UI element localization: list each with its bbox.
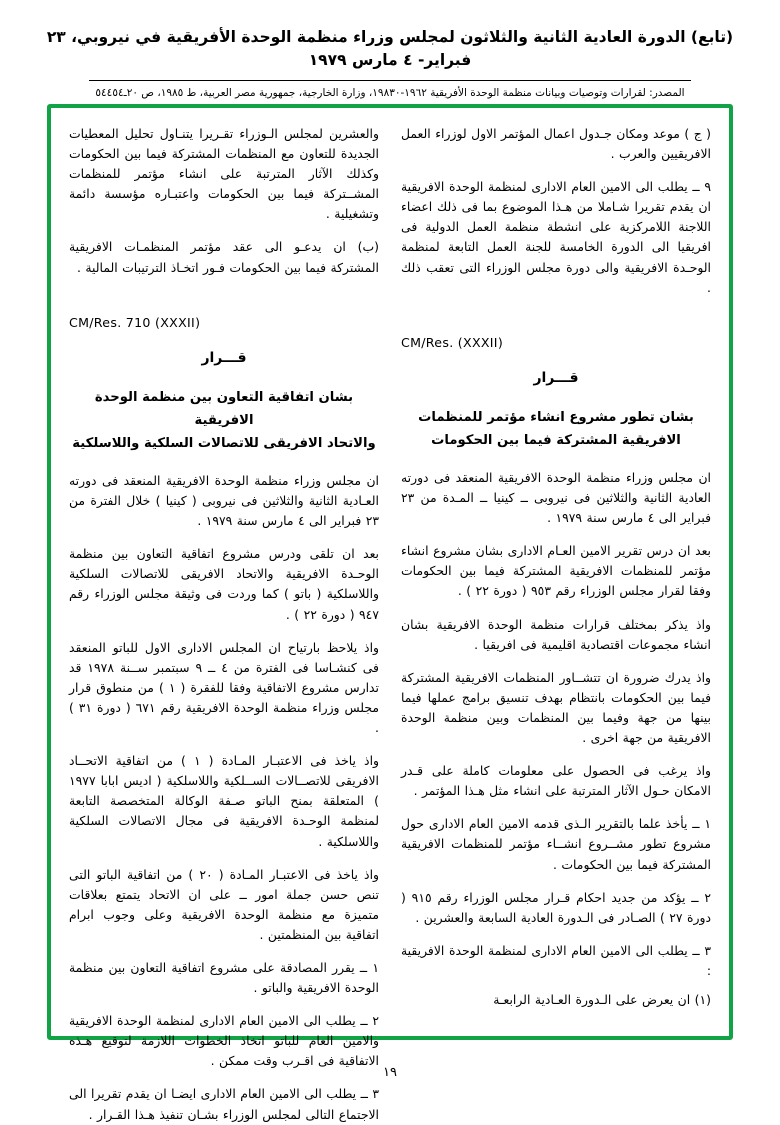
- numbered-paragraph: ٣ ــ يطلب الى الامين العام الادارى ايضـا ان يقدم تقريرا الى الاجتماع التالى لمجلس الوزراء بشـان تنفيذ هـذا القـرار .: [69, 1086, 379, 1122]
- paragraph: واذ يذكر بمختلف قرارات منظمة الوحدة الافريقية بشان انشاء مجموعات اقتصادية اقليمية فى افريقيا .: [401, 616, 711, 652]
- paragraph: واذ يدرك ضرورة ان تتشــاور المنظمات الافريقية المشتركة فيما بين الحكومات بانتظام بهدف تنسيق برامج عملها فيما بينها من جهة وفيما بين المنظمات وبين منظمة الوحدة الافريقية من جهة اخرى .: [401, 669, 711, 746]
- source-note: المصدر: لقرارات وتوصيات وبيانات منظمة الوحدة الأفريقية ١٩٦٢-١٩٨٣٠، وزارة الخارجية، جمهورية مصر العربية، ط ١٩٨٥، ص ٢٠ـ٥٤٤٥٤: [95, 86, 685, 99]
- paragraph: واذ يرغب فى الحصول على معلومات كاملة على قـدر الامكان حـول الآثار المترتبة على انشاء مثل هـذا المؤتمر .: [401, 763, 711, 799]
- paragraph: واذ يلاحظ بارتياح ان المجلس الادارى الاول للباتو المنعقد فى كنشـاسا فى الفترة من ٤ ــ ٩ سبتمبر ســنة ١٩٧٨ قد تدارس مشروع الاتفاقية وفقا للفقرة ( ١ ) من منطوق قرار مجلس وزراء منظمة الوحدة الافريقية رقم ٦٧١ ( دورة ٣١ ) .: [69, 639, 379, 736]
- paragraph: والعشرين لمجلس الـوزراء تقـريرا يتنـاول تحليل المعطيات الجديدة للتعاون مع المنظمات المشتركة فيما بين الحكومات وكذلك الآثار المترتبة على انشاء مؤتمر للمنظمات المشــتركة فيما بين الحكومات واعتبـاره مؤسسة دائمة وتشغيلية .: [69, 126, 379, 222]
- resolution-id: CM/Res. 710 (XXXII): [69, 314, 201, 330]
- content-frame: [47, 104, 733, 1122]
- resolution-subject-line: الافريقية المشتركة فيما بين الحكومات: [431, 432, 681, 448]
- page-number: ١٩: [383, 1065, 397, 1080]
- column-left: [69, 124, 379, 1122]
- spacer: [401, 311, 711, 333]
- sub-item-paragraph: (١) ان يعرض على الـدورة العـادية الرابعـة: [493, 991, 711, 1007]
- paragraph: (ب) ان يدعـو الى عقد مؤتمر المنظمـات الافريقية المشتركة فيما بين الحكومات فـور اتخـاذ الترتيبات المالية .: [69, 239, 379, 275]
- resolution-id: CM/Res. (XXXII): [401, 334, 504, 350]
- paragraph: واذ ياخذ فى الاعتبـار المـادة ( ٢٠ ) من اتفاقية الباتو التى تنص حسن جملة امور ــ على ان الاتحاد يتمتع بعلاقات متميزة مع منظمة الوحدة الافريقية وعلى وجوب ابرام اتفاقية بين المنظمتين .: [69, 866, 379, 942]
- spacer: [69, 291, 379, 313]
- page-title: (تابع) الدورة العادية الثانية والثلاثون لمجلس وزراء منظمة الوحدة الأفريقية في نيروبي، ٢٣ فبراير- ٤ مارس ١٩٧٩: [46, 28, 734, 70]
- resolution-heading: قـــرار: [201, 350, 247, 367]
- paragraph: ان مجلس وزراء منظمة الوحدة الافريقية المنعقد فى دورته العادية الثانية والثلاثين فى نيروبى ــ كينيا ــ المـدة من ٢٣ فبراير الى ٤ مارس سنة ١٩٧٩ .: [401, 470, 711, 526]
- numbered-paragraph: ١ ــ يأخذ علما بالتقرير الـذى قدمه الامين العام الادارى حول مشروع تطور مشــروع انشــاء مؤتمر للمنظمات الافريقية المشتركة فيما بين الحكومات .: [401, 816, 711, 872]
- header-divider: [89, 80, 691, 81]
- resolution-subject-line: بشان اتفاقية التعاون بين منظمة الوحدة الافريقية: [94, 389, 354, 428]
- resolution-subject: [69, 386, 379, 455]
- resolution-subject-line: والاتحاد الافريقى للاتصالات السلكية واللاسلكية: [72, 435, 376, 451]
- paragraph: ٩ ــ يطلب الى الامين العام الادارى لمنظمة الوحدة الافريقية ان يقدم تقريرا شـاملا من هـذا الموضوع بما فى ذلك اعضاء اللاجنة اللامركزية على انشطة منظمة العمل الدولية فى افريقيا الى الدورة الخامسة للجنة العمل التابعة لمنظمة الوحـدة الافريقية والى دورة مجلس الوزراء التى تعقب ذلك .: [401, 179, 711, 295]
- numbered-paragraph: ٢ ــ يؤكد من جديد احكام قـرار مجلس الوزراء رقم ٩١٥ ( دورة ٢٧ ) الصـادر فى الـدورة العادية السابعة والعشرين .: [401, 889, 711, 925]
- paragraph: ان مجلس وزراء منظمة الوحدة الافريقية المنعقد فى دورته العـادية الثانية والثلاثين فى نيروبى ( كينيا ) خلال الفترة من ٢٣ فبراير الى ٤ مارس سنة ١٩٧٩ .: [69, 473, 379, 529]
- paragraph: ( ج ) موعد ومكان جـدول اعمال المؤتمر الاول لوزراء العمل الافريقيين والعرب .: [401, 126, 711, 162]
- numbered-paragraph: ٢ ــ يطلب الى الامين العام الادارى لمنظمة الوحدة الافريقية والامين العام للباتو اتخاذ الخطوات اللازمة لتوقيع هـذه الاتفاقية فى اقـرب وقت ممكن .: [69, 1013, 379, 1069]
- paragraph: بعد ان درس تقرير الامين العـام الادارى بشان مشروع انشاء مؤتمر للمنظمات الافريقية المشتركة فيما بين الحكومات وفقا لقرار مجلس الوزراء رقم ٩٥٣ ( دورة ٢٢ ) .: [401, 543, 711, 599]
- numbered-paragraph: ١ ــ يقرر المصادقة على مشروع اتفاقية التعاون بين منظمة الوحدة الافريقية والباتو .: [69, 959, 379, 996]
- resolution-heading: قـــرار: [533, 370, 579, 387]
- two-column-layout: [51, 108, 729, 1122]
- paragraph: بعد ان تلقى ودرس مشروع اتفاقية التعاون بين منظمة الوحـدة الافريقية والاتحاد الافريقى للاتصالات السلكية واللاسلكية ( باتو ) كما وردت فى وثيقة مجلس الوزراء رقم ٩٤٧ ( دورة ٢٢ ) .: [69, 546, 379, 622]
- page-header: [0, 0, 780, 101]
- numbered-paragraph: ٣ ــ يطلب الى الامين العام الادارى لمنظمة الوحدة الافريقية :: [401, 942, 711, 978]
- column-right: [401, 124, 711, 1026]
- paragraph: واذ ياخذ فى الاعتبـار المـادة ( ١ ) من اتفاقية الاتحــاد الافريقى للاتصــالات الســلكية واللاسلكية ( اديس ابابا ١٩٧٧ ) المتعلقة بمنح الباتو صـفة الوكالة المتخصصة التابعة لمنظمة الوحـدة الافريقية فى مجال الاتصالات السلكية واللاسلكية .: [69, 753, 379, 849]
- resolution-subject: [401, 406, 711, 452]
- resolution-subject-line: بشان تطور مشروع انشاء مؤتمر للمنظمات: [418, 409, 694, 425]
